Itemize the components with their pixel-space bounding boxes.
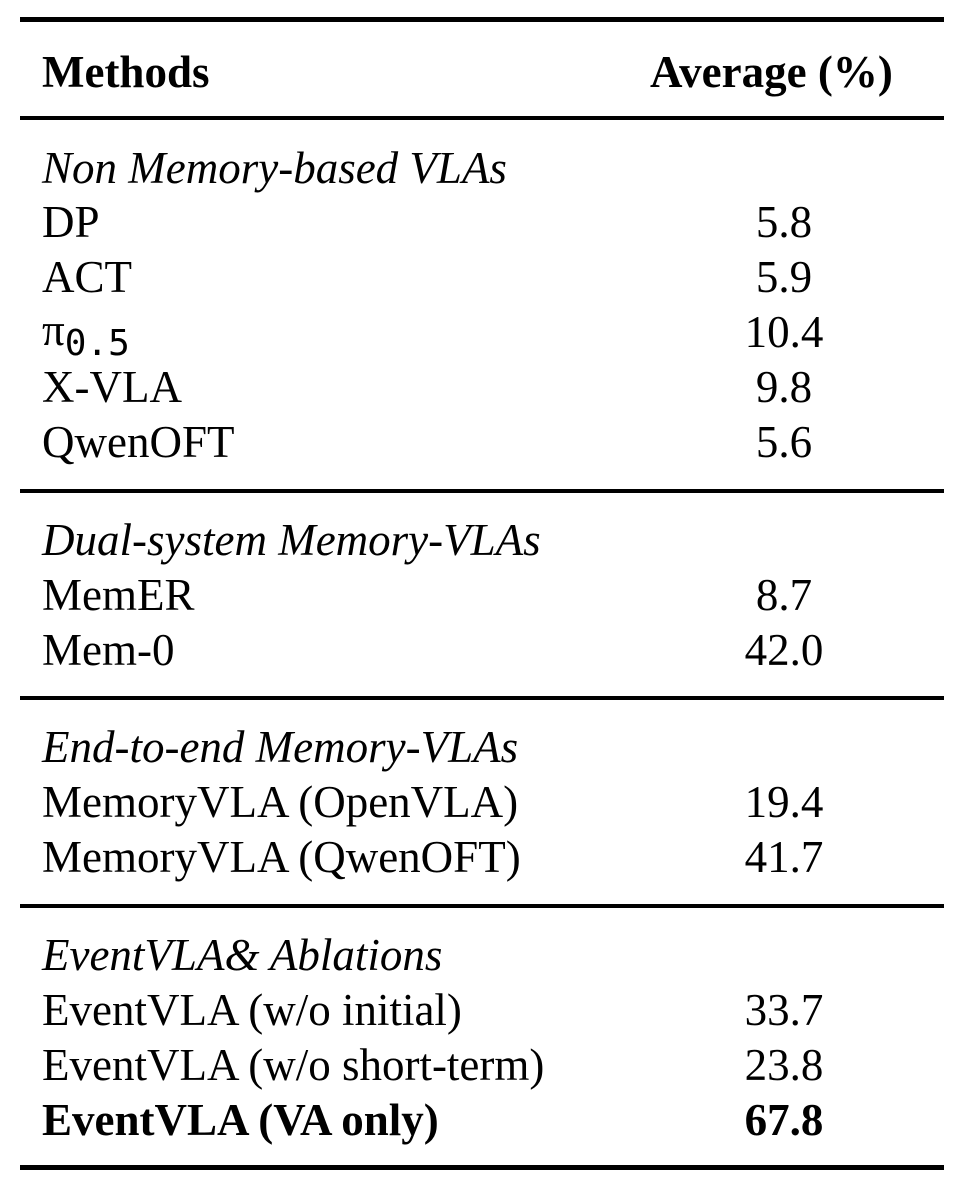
method-cell: MemoryVLA (QwenOFT) bbox=[42, 832, 521, 882]
method-cell: MemoryVLA (OpenVLA) bbox=[42, 777, 519, 827]
group-rule bbox=[20, 696, 944, 700]
group-title-end-to-end: End-to-end Memory-VLAs bbox=[42, 722, 519, 772]
top-rule bbox=[20, 17, 944, 22]
group-title-eventvla: EventVLA& Ablations bbox=[42, 930, 443, 980]
group-rule bbox=[20, 904, 944, 908]
method-cell: QwenOFT bbox=[42, 417, 235, 467]
average-cell: 33.7 bbox=[744, 985, 824, 1035]
method-cell: EventVLA (w/o short-term) bbox=[42, 1040, 545, 1090]
method-cell: Mem-0 bbox=[42, 625, 175, 675]
average-cell: 5.8 bbox=[755, 197, 813, 247]
average-cell: 10.4 bbox=[744, 307, 824, 357]
average-cell: 5.6 bbox=[755, 417, 813, 467]
method-cell-best: EventVLA (VA only) bbox=[42, 1095, 439, 1145]
average-cell: 5.9 bbox=[755, 252, 813, 302]
method-cell: X-VLA bbox=[42, 362, 182, 412]
bottom-rule bbox=[20, 1165, 944, 1170]
average-cell: 23.8 bbox=[744, 1040, 824, 1090]
method-cell: DP bbox=[42, 197, 100, 247]
group-rule bbox=[20, 489, 944, 493]
method-cell: ACT bbox=[42, 252, 132, 302]
pi-symbol: π bbox=[42, 305, 65, 355]
group-title-non-memory: Non Memory-based VLAs bbox=[42, 143, 507, 193]
average-cell: 41.7 bbox=[744, 832, 824, 882]
header-rule bbox=[20, 116, 944, 120]
average-cell: 19.4 bbox=[744, 777, 824, 827]
average-cell: 9.8 bbox=[755, 362, 813, 412]
pi-subscript: 0.5 bbox=[64, 323, 130, 364]
average-cell: 42.0 bbox=[744, 625, 824, 675]
header-average: Average (%) bbox=[650, 47, 893, 97]
header-methods: Methods bbox=[42, 47, 210, 97]
average-cell: 8.7 bbox=[755, 570, 813, 620]
method-cell: EventVLA (w/o initial) bbox=[42, 985, 462, 1035]
method-cell: MemER bbox=[42, 570, 195, 620]
average-cell-best: 67.8 bbox=[744, 1095, 824, 1145]
group-title-dual-system: Dual-system Memory-VLAs bbox=[42, 515, 541, 565]
